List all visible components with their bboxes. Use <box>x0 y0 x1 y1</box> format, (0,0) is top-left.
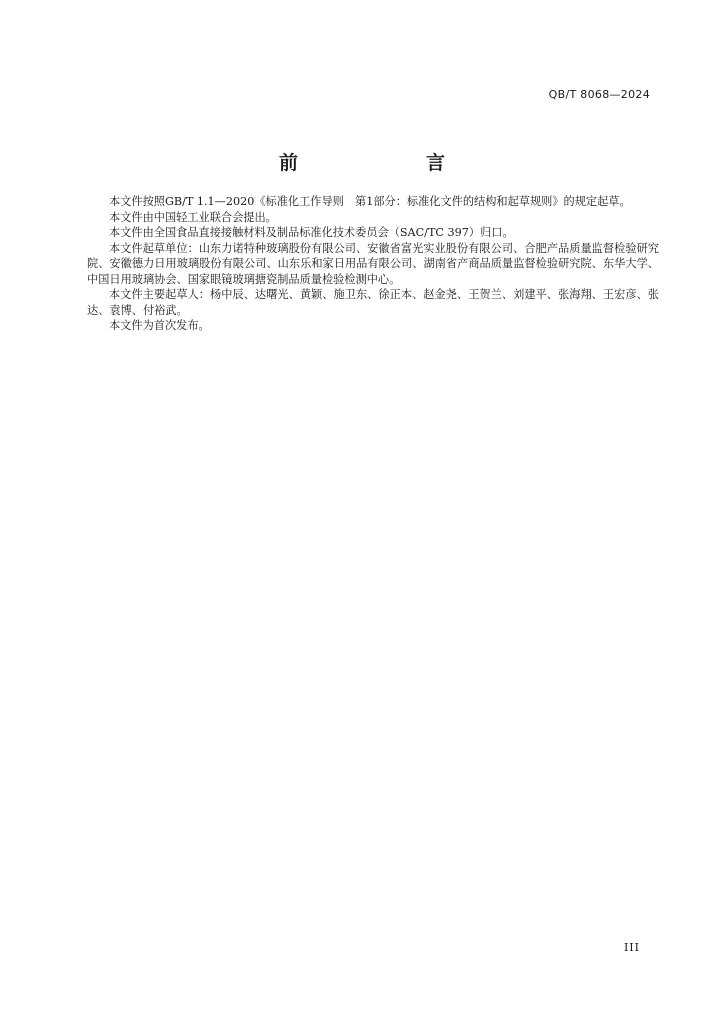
paragraph-committee: 本文件由全国食品直接接触材料及制品标准化技术委员会（SAC/TC 397）归口。 <box>109 226 514 239</box>
standard-code: QB/T 8068—2024 <box>548 88 650 101</box>
paragraph-drafters: 本文件主要起草人：杨中辰、达曙光、黄颖、施卫东、徐正本、赵金尧、王贺兰、刘建平、张海翔、王宏彦、张达、袁博、付裕武。 <box>87 288 659 317</box>
foreword-body <box>87 194 659 334</box>
page-number: III <box>623 941 640 954</box>
paragraph-proposer: 本文件由中国轻工业联合会提出。 <box>109 210 277 224</box>
paragraph-drafting-units: 本文件起草单位：山东力诺特种玻璃股份有限公司、安徽省富光实业股份有限公司、合肥产品质量监督检验研究院、安徽德力日用玻璃股份有限公司、山东乐和家日用品有限公司、湖南省产商品质量监督检验研究院、东华大学、中国日用玻璃协会、国家眼镜玻璃搪瓷制品质量检验检测中心。 <box>87 241 659 286</box>
page-title: 前 言 <box>278 152 475 174</box>
paragraph-first-release: 本文件为首次发布。 <box>109 319 210 332</box>
paragraph-drafting-rules: 本文件按照GB/T 1.1—2020《标准化工作导则 第1部分：标准化文件的结构和起草规则》的规定起草。 <box>109 195 631 208</box>
